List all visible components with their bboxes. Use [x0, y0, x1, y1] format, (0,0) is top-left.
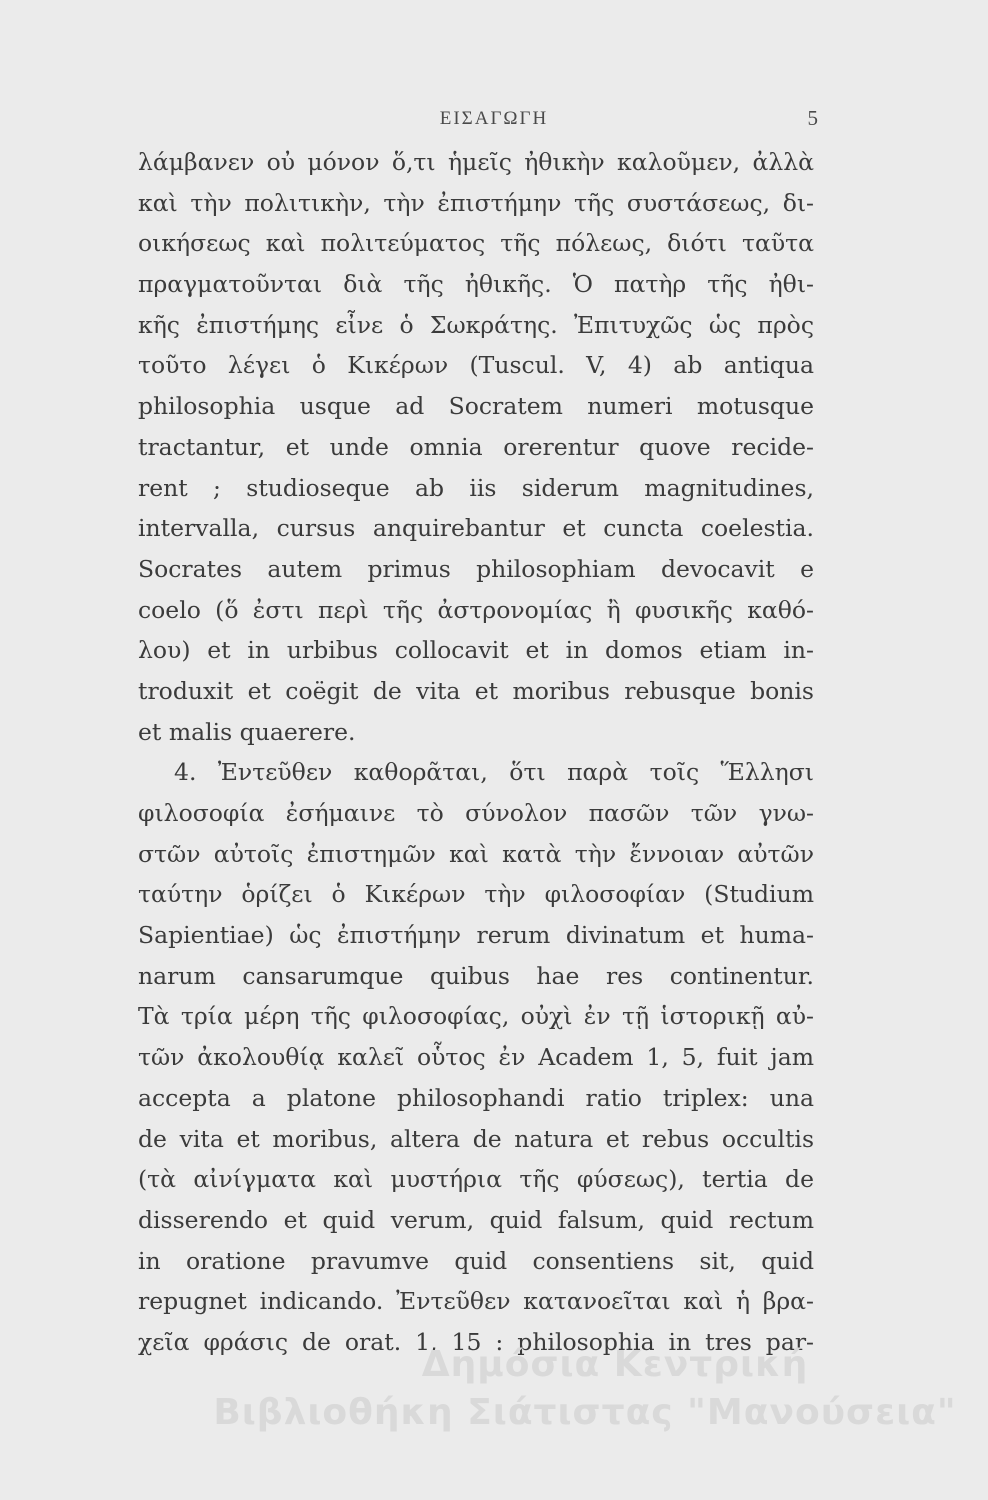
text-line: in oratione pravumve quid consentiens sit, quid: [138, 1246, 814, 1275]
running-title: ΕΙΣΑΓΩΓΗ: [439, 108, 549, 129]
page-number: 5: [807, 106, 818, 130]
running-header: [0, 104, 988, 134]
text-line: τῶν ἀκολουθίᾳ καλεῖ οὗτος ἐν Academ 1, 5, fuit jam: [138, 1043, 814, 1072]
text-line: disserendo et quid verum, quid falsum, quid rectum: [138, 1205, 814, 1234]
paragraph-end-line: et malis quaerere.: [138, 717, 356, 746]
text-line: accepta a platone philosophandi ratio triplex: una: [138, 1083, 814, 1112]
text-line: Τὰ τρία μέρη τῆς φιλοσοφίας, οὐχὶ ἐν τῇ ἱστορικῇ αὐ-: [138, 1002, 814, 1031]
text-line: (τὰ αἰνίγματα καὶ μυστήρια τῆς φύσεως), tertia de: [138, 1165, 814, 1194]
text-line: troduxit et coëgit de vita et moribus rebusque bonis: [138, 676, 814, 705]
library-watermark-line2: Βιβλιοθήκη Σιάτιστας "Μανούσεια": [213, 1392, 957, 1433]
section-4-start-line: 4. Ἐντεῦθεν καθορᾶται, ὅτι παρὰ τοῖς Ἕλλησι: [174, 758, 814, 787]
text-line: narum cansarumque quibus hae res continentur.: [138, 961, 814, 990]
text-line: στῶν αὐτοῖς ἐπιστημῶν καὶ κατὰ τὴν ἔννοιαν αὐτῶν: [138, 839, 814, 868]
text-line: τοῦτο λέγει ὁ Κικέρων (Tuscul. V, 4) ab antiqua: [138, 351, 814, 380]
text-line: Socrates autem primus philosophiam devocavit e: [138, 554, 814, 583]
text-line: φιλοσοφία ἐσήμαινε τὸ σύνολον πασῶν τῶν γνω-: [138, 799, 814, 827]
library-watermark-line1: Δημόσια Κεντρική: [421, 1344, 809, 1385]
text-line: πραγματοῦνται διὰ τῆς ἠθικῆς. Ὁ πατὴρ τῆς ἠθι-: [138, 270, 814, 299]
text-line: λάμβανεν οὐ μόνον ὅ,τι ἡμεῖς ἠθικὴν καλοῦμεν, ἀλλὰ: [138, 148, 814, 176]
text-line: χεῖα φράσις de orat. 1, 15 : philosophia in tres par-: [138, 1327, 814, 1356]
text-line: rent ; studioseque ab iis siderum magnitudines,: [138, 473, 814, 502]
text-line: κῆς ἐπιστήμης εἶνε ὁ Σωκράτης. Ἐπιτυχῶς ὡς πρὸς: [138, 310, 814, 339]
text-line: repugnet indicando. Ἐντεῦθεν κατανοεῖται καὶ ἡ βρα-: [138, 1287, 814, 1316]
text-line: ταύτην ὁρίζει ὁ Κικέρων τὴν φιλοσοφίαν (Studium: [138, 880, 814, 909]
text-line: de vita et moribus, altera de natura et rebus occultis: [138, 1124, 814, 1153]
text-line: coelo (ὅ ἐστι περὶ τῆς ἀστρονομίας ἢ φυσικῆς καθό-: [138, 595, 814, 624]
text-line: λου) et in urbibus collocavit et in domos etiam in-: [138, 636, 814, 665]
text-line: Sapientiae) ὡς ἐπιστήμην rerum divinatum et huma-: [138, 921, 814, 950]
body-text: [138, 142, 814, 1363]
text-line: οικήσεως καὶ πολιτεύματος τῆς πόλεως, διότι ταῦτα: [138, 229, 814, 258]
text-line: tractantur, et unde omnia orerentur quove recide-: [138, 432, 814, 461]
text-line: philosophia usque ad Socratem numeri motusque: [138, 392, 814, 421]
text-line: intervalla, cursus anquirebantur et cuncta coelestia.: [138, 514, 814, 543]
text-line: καὶ τὴν πολιτικὴν, τὴν ἐπιστήμην τῆς συστάσεως, δι-: [138, 188, 814, 217]
